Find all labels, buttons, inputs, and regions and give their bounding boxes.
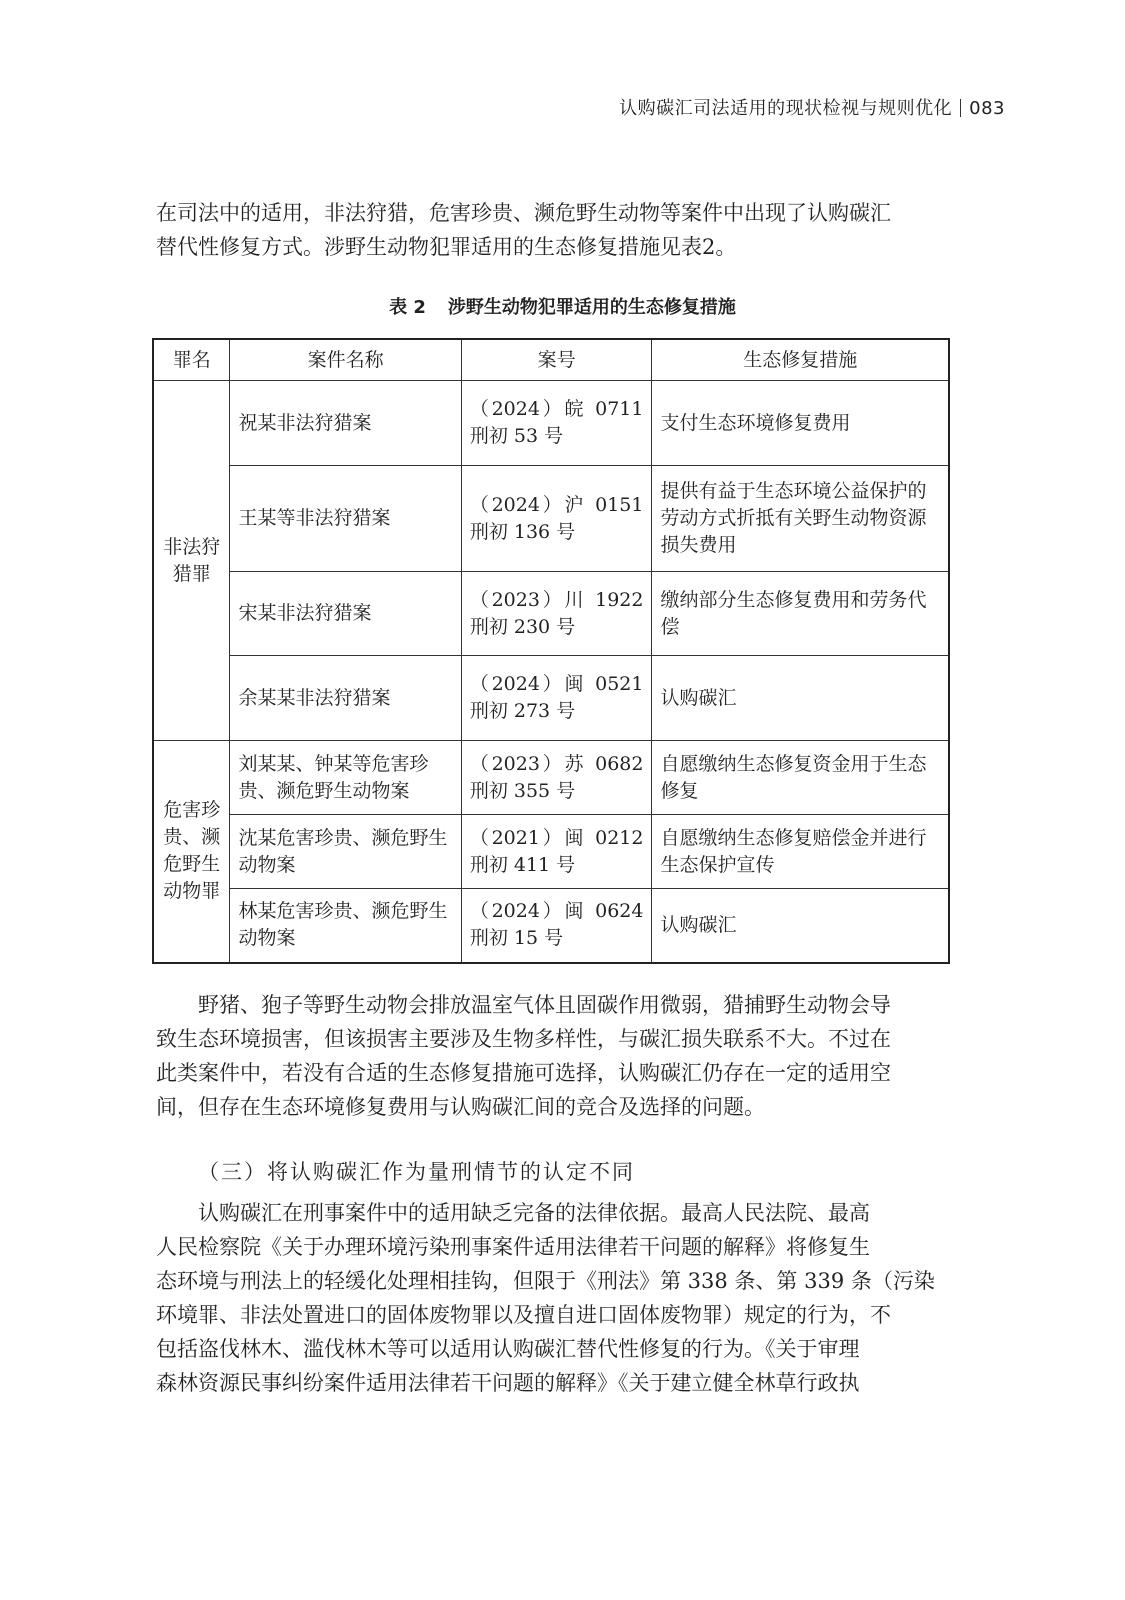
paragraph-line: 致生态环境损害，但该损害主要涉及生物多样性，与碳汇损失联系不大。不过在 <box>156 1027 891 1051</box>
case-number-cell: （2024）沪 0151 刑初 136 号 <box>461 466 652 572</box>
case-name-cell: 祝某非法狩猎案 <box>230 381 461 466</box>
case-name-cell: 刘某某、钟某等危害珍贵、濒危野生动物案 <box>230 741 461 815</box>
paragraph-line: 在司法中的适用，非法狩猎，危害珍贵、濒危野生动物等案件中出现了认购碳汇 <box>156 201 891 225</box>
measure-cell: 认购碳汇 <box>652 656 949 741</box>
paragraph-line: 间，但存在生态环境修复费用与认购碳汇间的竞合及选择的问题。 <box>156 1095 765 1119</box>
case-number-cell: （2021）闽 0212 刑初 411 号 <box>461 815 652 889</box>
case-number-cell: （2023）苏 0682 刑初 355 号 <box>461 741 652 815</box>
table-row <box>153 889 949 963</box>
table-row <box>153 572 949 656</box>
case-name-cell: 王某等非法狩猎案 <box>230 466 461 572</box>
measure-cell: 自愿缴纳生态修复资金用于生态修复 <box>652 741 949 815</box>
case-number-cell: （2023）川 1922 刑初 230 号 <box>461 572 652 656</box>
crime-cell <box>153 741 230 963</box>
measure-cell: 缴纳部分生态修复费用和劳务代偿 <box>652 572 949 656</box>
case-number-cell: （2024）闽 0521 刑初 273 号 <box>461 656 652 741</box>
section-heading: （三）将认购碳汇作为量刑情节的认定不同 <box>198 1160 635 1184</box>
remediation-table <box>152 338 950 964</box>
table-row <box>153 381 949 466</box>
table-caption-number: 表 2 <box>389 297 426 318</box>
column-header-crime: 罪名 <box>153 339 230 381</box>
paragraph-line: 此类案件中，若没有合适的生态修复措施可选择，认购碳汇仍存在一定的适用空 <box>156 1061 891 1085</box>
crime-label: 危害珍贵、濒危野生动物罪 <box>163 799 221 903</box>
column-header-case-name: 案件名称 <box>230 339 461 381</box>
column-header-measure: 生态修复措施 <box>652 339 949 381</box>
paragraph-line: 环境罪、非法处置进口的固体废物罪以及擅自进口固体废物罪）规定的行为，不 <box>156 1303 891 1327</box>
table-row <box>153 741 949 815</box>
table-row <box>153 656 949 741</box>
case-name-cell: 余某某非法狩猎案 <box>230 656 461 741</box>
case-name-cell: 林某危害珍贵、濒危野生动物案 <box>230 889 461 963</box>
table-caption <box>0 293 1125 319</box>
table-row <box>153 466 949 572</box>
paragraph-line: 森林资源民事纠纷案件适用法律若干问题的解释》《关于建立健全林草行政执 <box>156 1371 860 1395</box>
case-name-cell: 宋某非法狩猎案 <box>230 572 461 656</box>
paragraph-line: 认购碳汇在刑事案件中的适用缺乏完备的法律依据。最高人民法院、最高 <box>198 1201 870 1225</box>
case-name-cell: 沈某危害珍贵、濒危野生动物案 <box>230 815 461 889</box>
measure-cell: 认购碳汇 <box>652 889 949 963</box>
table-caption-title: 涉野生动物犯罪适用的生态修复措施 <box>447 297 736 318</box>
measure-cell: 提供有益于生态环境公益保护的劳动方式折抵有关野生动物资源损失费用 <box>652 466 949 572</box>
column-header-case-number: 案号 <box>461 339 652 381</box>
case-number-cell: （2024）闽 0624 刑初 15 号 <box>461 889 652 963</box>
paragraph-line: 替代性修复方式。涉野生动物犯罪适用的生态修复措施见表2。 <box>156 235 737 259</box>
crime-label: 非法狩猎罪 <box>163 535 221 585</box>
paragraph-line: 人民检察院《关于办理环境污染刑事案件适用法律若干问题的解释》将修复生 <box>156 1235 870 1259</box>
running-header <box>619 94 1005 120</box>
paragraph-line: 野猪、狍子等野生动物会排放温室气体且固碳作用微弱，猎捕野生动物会导 <box>198 993 891 1017</box>
paragraph-line: 态环境与刑法上的轻缓化处理相挂钩，但限于《刑法》第 338 条、第 339 条（污染 <box>156 1269 935 1293</box>
table-row <box>153 815 949 889</box>
page-number: 083 <box>969 98 1005 119</box>
table-header-row <box>153 339 949 381</box>
measure-cell: 自愿缴纳生态修复赔偿金并进行生态保护宣传 <box>652 815 949 889</box>
intro-paragraph <box>156 196 968 264</box>
case-number-cell: （2024）皖 0711 刑初 53 号 <box>461 381 652 466</box>
crime-cell <box>153 381 230 741</box>
body-paragraph <box>156 1196 968 1400</box>
header-separator <box>960 99 961 117</box>
paragraph-line: 包括盗伐林木、滥伐林木等可以适用认购碳汇替代性修复的行为。《关于审理 <box>156 1337 860 1361</box>
running-title: 认购碳汇司法适用的现状检视与规则优化 <box>619 98 953 119</box>
measure-cell: 支付生态环境修复费用 <box>652 381 949 466</box>
body-paragraph <box>156 988 968 1124</box>
